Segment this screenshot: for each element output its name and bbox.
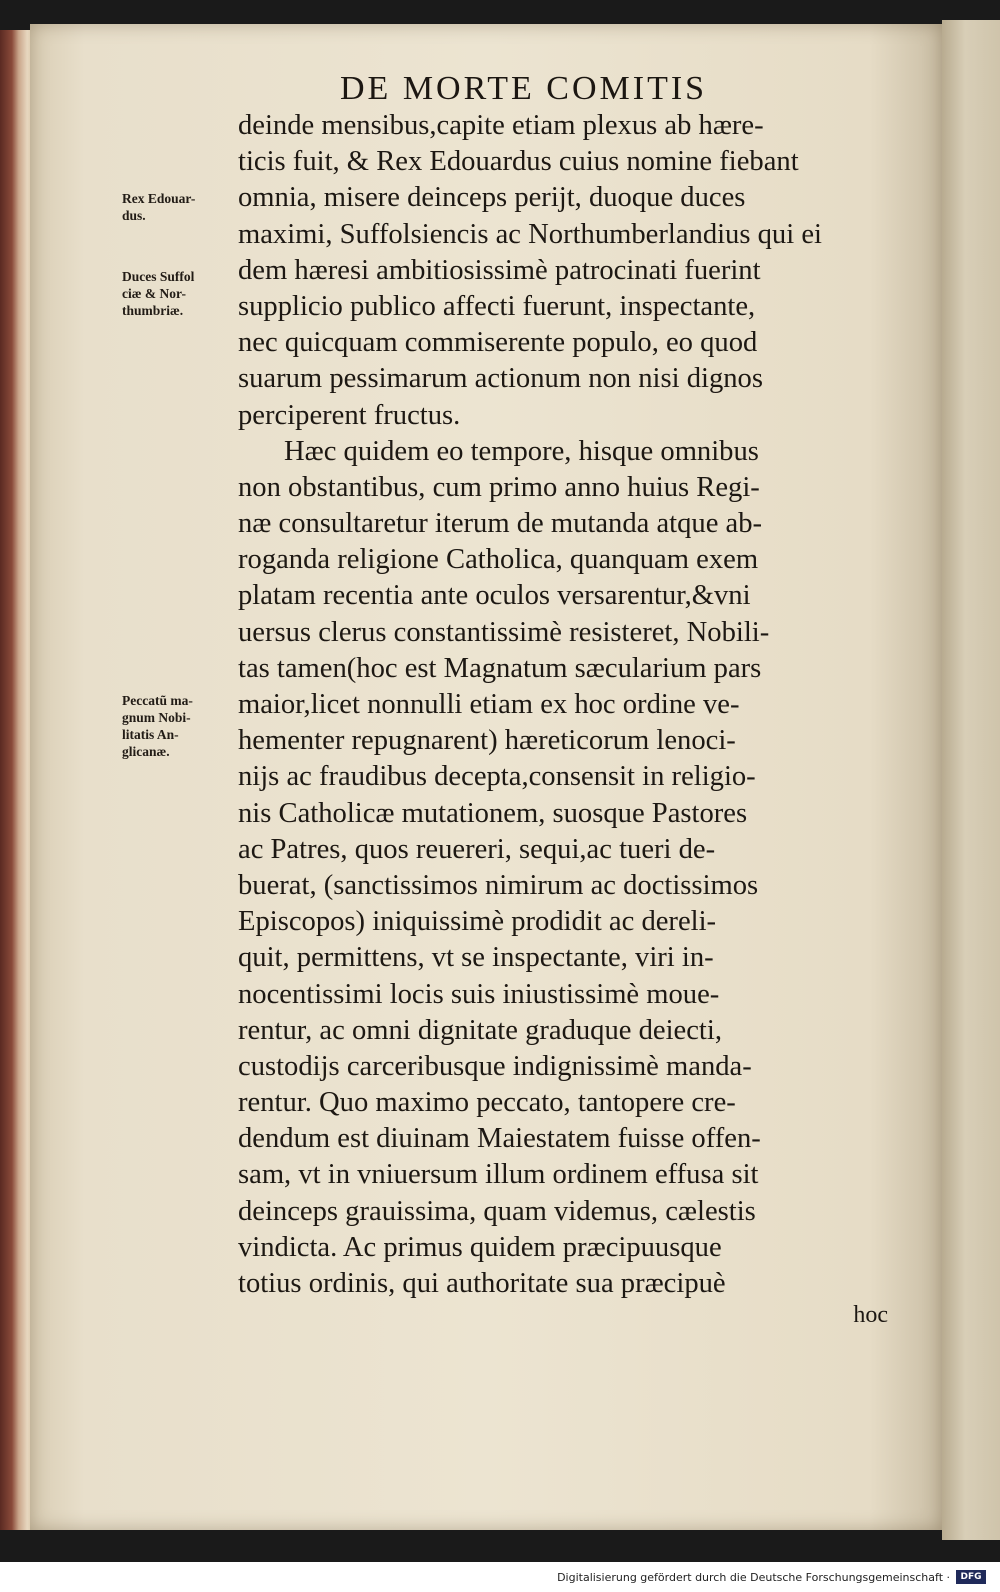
marginal-note-line: thumbriæ. [122,303,184,318]
text-line: næ consultaretur iterum de mutanda atque ab- [238,508,763,540]
text-line: ticis fuit, & Rex Edouardus cuius nomine fiebant [238,146,799,178]
funding-credit: Digitalisierung gefördert durch die Deutsche Forschungsgemeinschaft · [557,1571,950,1584]
dfg-logo-icon: DFG [956,1570,986,1584]
text-line: totius ordinis, qui authoritate sua præcipuè [238,1268,726,1299]
marginal-note-3 [122,692,232,760]
text-line: sam, vt in vniuersum illum ordinem effusa sit [238,1159,759,1191]
marginal-note-line: litatis An- [122,727,179,742]
text-line: nec quicquam commiserente populo, eo quod [238,327,758,359]
text-line: roganda religione Catholica, quanquam exem [238,544,759,576]
text-line: rentur, ac omni dignitate graduque deiecti, [238,1014,722,1046]
marginal-note-line: Rex Edouar- [122,191,196,206]
catchword: hoc [853,1302,888,1329]
text-line: dendum est diuinam Maiestatem fuisse offen- [238,1123,761,1155]
marginal-note-line: Peccatũ ma- [122,693,193,708]
running-head: DE MORTE COMITIS [340,70,708,107]
footer-bar [0,1562,1000,1592]
text-line: maximi, Suffolsiencis ac Northumberlandius qui ei [238,218,822,250]
text-line: omnia, misere deinceps perijt, duoque duces [238,182,746,214]
text-line: Hæc quidem eo tempore, hisque omnibus [284,435,759,467]
book-spine-edge [0,30,34,1530]
text-line: quit, permittens, vt se inspectante, viri in- [238,942,714,974]
text-line: dem hæresi ambitiosissimè patrocinati fuerint [238,254,761,286]
text-line: non obstantibus, cum primo anno huius Regi- [238,471,760,503]
text-line: ac Patres, quos reuereri, sequi,ac tueri de- [238,833,716,865]
text-line: Episcopos) iniquissimè prodidit ac dereli- [238,906,717,938]
text-line: nis Catholicæ mutationem, suosque Pastores [238,797,748,829]
text-line: nijs ac fraudibus decepta,consensit in religio- [238,761,756,793]
marginal-note-line: dus. [122,208,146,223]
facing-page-edge [942,20,1000,1540]
text-line: platam recentia ante oculos versarentur,&vni [238,580,751,612]
text-line: vindicta. Ac primus quidem præcipuusque [238,1231,722,1263]
marginal-note-line: Duces Suffol [122,269,195,284]
marginal-note-line: ciæ & Nor- [122,286,186,301]
text-line: buerat, (sanctissimos nimirum ac doctissimos [238,869,759,901]
text-line: maior,licet nonnulli etiam ex hoc ordine ve- [238,689,740,720]
text-line: uersus clerus constantissimè resisteret, Nobili- [238,616,770,648]
marginal-note-1 [122,190,232,224]
text-line: rentur. Quo maximo peccato, tantopere cre- [238,1087,736,1119]
marginal-note-line: glicanæ. [122,744,170,759]
text-line: deinde mensibus,capite etiam plexus ab hære- [238,110,764,141]
text-line: deinceps grauissima, quam videmus, cælestis [238,1195,756,1227]
marginal-note-2 [122,268,232,319]
text-line: tas tamen(hoc est Magnatum sæcularium pars [238,652,762,684]
text-line: custodijs carceribusque indignissimè manda- [238,1050,752,1082]
text-line: supplicio publico affecti fuerunt, inspectante, [238,290,756,322]
body-text [238,108,888,1328]
text-line: perciperent fructus. [238,399,461,431]
marginal-note-line: gnum Nobi- [122,710,191,725]
text-line: suarum pessimarum actionum non nisi dignos [238,363,763,395]
text-line: nocentissimi locis suis iniustissimè moue- [238,978,720,1010]
text-line: hementer repugnarent) hæreticorum lenoci- [238,725,736,757]
